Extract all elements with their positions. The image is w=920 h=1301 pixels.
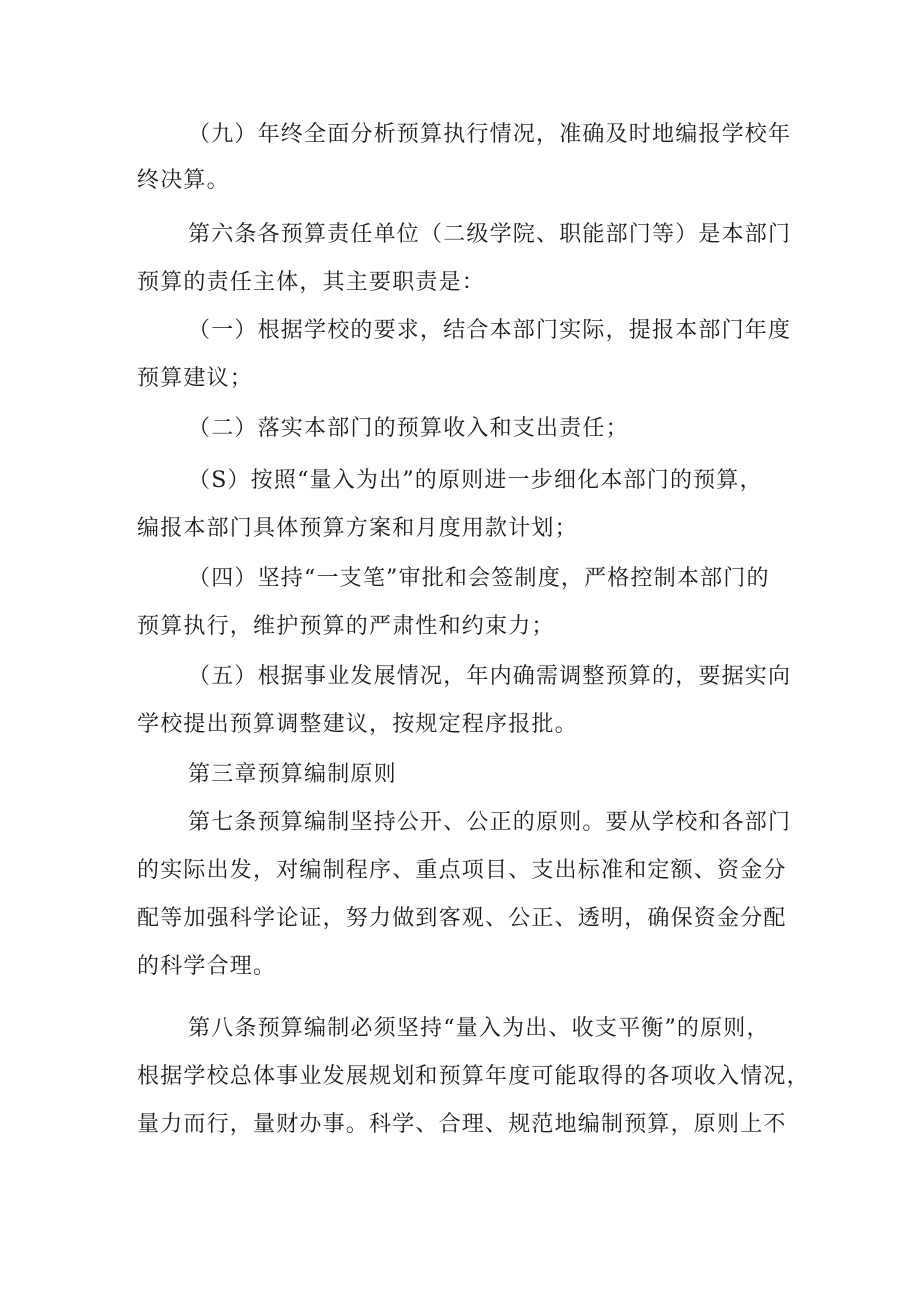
paragraph-line: 预算执行，维护预算的严肃性和约束力； [137, 614, 555, 639]
paragraph-line: 预算的责任主体，其主要职责是： [137, 270, 486, 295]
chapter-heading: 第三章预算编制原则 [188, 762, 397, 787]
paragraph-line: 根据学校总体事业发展规划和预算年度可能取得的各项收入情况， [137, 1064, 810, 1089]
paragraph-line: 的实际出发，对编制程序、重点项目、支出标准和定额、资金分 [137, 858, 787, 883]
paragraph-line: （二）落实本部门的预算收入和支出责任； [188, 416, 629, 441]
paragraph-line: （四）坚持“一支笔”审批和会签制度，严格控制本部门的 [188, 566, 770, 591]
paragraph-line: 终决算。 [137, 168, 230, 193]
paragraph-line: 量力而行，量财办事。科学、合理、规范地编制预算，原则上不 [137, 1112, 787, 1137]
paragraph-line: 编报本部门具体预算方案和月度用款计划； [137, 516, 578, 541]
paragraph-line: 第七条预算编制坚持公开、公正的原则。要从学校和各部门 [188, 810, 792, 835]
paragraph-line: 预算建议； [137, 366, 254, 391]
paragraph-line: 配等加强科学论证，努力做到客观、公正、透明，确保资金分配 [137, 906, 787, 931]
paragraph-line: （九）年终全面分析预算执行情况，准确及时地编报学校年 [188, 122, 792, 147]
paragraph-line: （一）根据学校的要求，结合本部门实际，提报本部门年度 [188, 318, 792, 343]
paragraph-line: （S）按照“量入为出”的原则进一步细化本部门的预算， [188, 468, 763, 493]
paragraph-line: 第八条预算编制必须坚持“量入为出、收支平衡”的原则， [188, 1016, 770, 1041]
paragraph-line: 学校提出预算调整建议，按规定程序报批。 [137, 712, 578, 737]
paragraph-line: 的科学合理。 [137, 954, 277, 979]
paragraph-line: 第六条各预算责任单位（二级学院、职能部门等）是本部门 [188, 222, 792, 247]
paragraph-line: （五）根据事业发展情况，年内确需调整预算的，要据实向 [188, 664, 792, 689]
